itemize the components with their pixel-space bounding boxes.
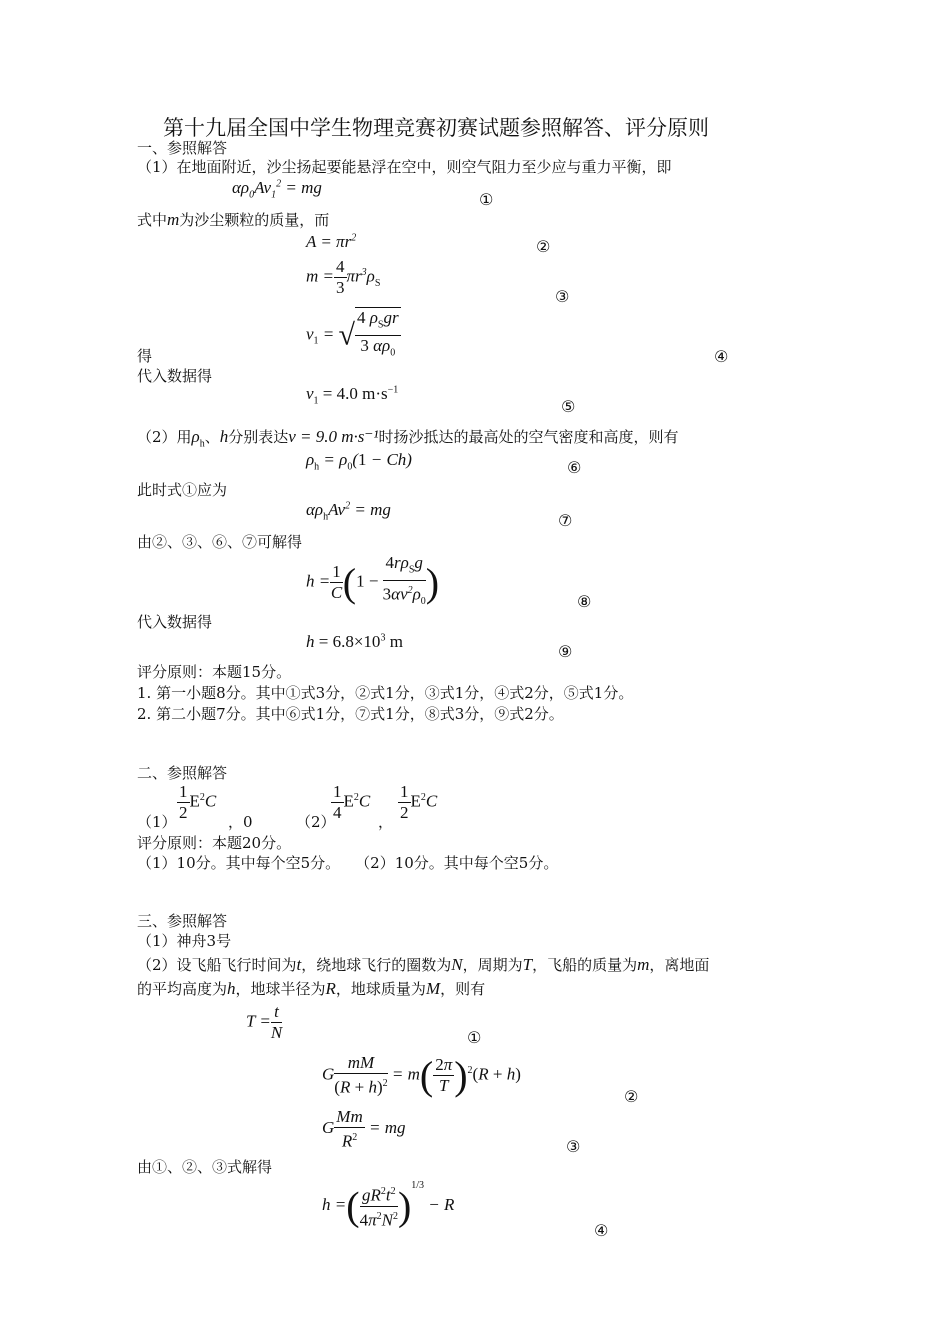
marker-1: ① (479, 190, 494, 209)
equation-9: $h = 6.8\times 10^3$ m (306, 632, 403, 651)
equation-4: $v_1$ = √ $\frac{4 \rho_Sgr}{3 \alpha\rho_0}$ (306, 307, 401, 364)
s1-score-2: 2. 第二小题7分。其中⑥式1分，⑦式1分，⑧式3分，⑨式2分。 (137, 705, 564, 723)
s3-equation-1: T = $\frac{t}{N}$ (246, 1002, 283, 1042)
section-2-heading: 二、参照解答 (137, 764, 228, 782)
s2-score-head: 评分原则：本题20分。 (137, 834, 292, 852)
s3-paragraph-2: （2）设飞船飞行时间为t，绕地球飞行的圈数为N，周期为T，飞船的质量为m，离地面 (137, 955, 710, 974)
s1-score-1: 1. 第一小题8分。其中①式3分，②式1分，③式1分，④式2分，⑤式1分。 (137, 684, 634, 702)
s1-substitute-2: 代入数据得 (137, 613, 213, 631)
s3-marker-1: ① (467, 1028, 482, 1047)
s3-part-1: （1）神舟3号 (137, 932, 232, 950)
marker-8: ⑧ (577, 592, 592, 611)
s2-answer-1: $\frac{1}{2}$ $E^2C$ (179, 782, 217, 822)
s1-solve: 由②、③、⑥、⑦可解得 (137, 533, 303, 551)
equation-5: $v_1 = 4.0$ $m\cdot s^{-1}$ (306, 384, 399, 407)
s1-paragraph-1: （1）在地面附近，沙尘扬起要能悬浮在空中，则空气阻力至少应与重力平衡，即 (137, 158, 672, 176)
marker-4: ④ (714, 347, 729, 366)
s1-substitute-1: 代入数据得 (137, 367, 213, 385)
s3-paragraph-3: 的平均高度为h，地球半径为R，地球质量为M，则有 (137, 979, 486, 998)
marker-7: ⑦ (558, 511, 573, 530)
s2-part-1-label: （1） (137, 813, 177, 831)
marker-5: ⑤ (561, 397, 576, 416)
s3-equation-3: G $\frac{Mm}{R^2}$ = mg (322, 1107, 406, 1151)
s3-marker-4: ④ (594, 1221, 609, 1240)
equation-8: h = $\frac{1}{C}$ (1 − $\frac{4r\rho_Sg}{3\alpha v^2\rho_0}$ ) (306, 553, 440, 608)
s1-cishi: 此时式①应为 (137, 481, 228, 499)
s3-solve: 由①、②、③式解得 (137, 1158, 273, 1176)
s2-answer-2a: $\frac{1}{4}$ $E^2C$ (333, 782, 371, 822)
page-title: 第十九届全国中学生物理竞赛初赛试题参照解答、评分原则 (163, 116, 709, 140)
equation-2: $A = \pi r^2$ (306, 232, 357, 251)
section-1-heading: 一、参照解答 (137, 139, 228, 157)
s2-answer-zero: ，0 (228, 813, 253, 831)
s3-marker-2: ② (624, 1087, 639, 1106)
s1-paragraph-3: （2）用$\rho_h$、h分别表达v = 9.0 m·s⁻¹时扬沙抵达的最高处的空气密度和高度，则有 (137, 427, 679, 450)
equation-3: m = $\frac{4}{3}$ $\pi r^3\rho_S$ (306, 257, 381, 297)
section-3-heading: 三、参照解答 (137, 912, 228, 930)
s2-score: （1）10分。其中每个空5分。 （2）10分。其中每个空5分。 (137, 854, 559, 872)
s2-part-2-label: （2） (296, 813, 336, 831)
s3-marker-3: ③ (566, 1137, 581, 1156)
s1-score-head: 评分原则：本题15分。 (137, 663, 292, 681)
s2-comma: ， (378, 813, 394, 831)
equation-1: $\alpha\rho_0Av_1^2$ = mg (232, 178, 322, 201)
s1-paragraph-2: 式中m为沙尘颗粒的质量，而 (137, 210, 330, 229)
marker-3: ③ (555, 287, 570, 306)
equation-7: $\alpha\rho_hAv^2$ = mg (306, 500, 391, 523)
marker-9: ⑨ (558, 642, 573, 661)
s3-equation-4: h =( $\frac{gR^2t^2}{4\pi^2N^2}$ )$^{1/3}$ − R (322, 1180, 455, 1230)
equation-6: $\rho_h = \rho_0(1 - Ch)$ (306, 450, 412, 473)
s1-de: 得 (137, 347, 153, 365)
marker-6: ⑥ (567, 458, 582, 477)
s2-answer-2b: $\frac{1}{2}$ $E^2C$ (400, 782, 438, 822)
marker-2: ② (536, 237, 551, 256)
s3-equation-2: G $\frac{mM}{(R + h)^2}$ = m( $\frac{2\pi}{T}$ )$^2$(R + h) (322, 1053, 521, 1098)
